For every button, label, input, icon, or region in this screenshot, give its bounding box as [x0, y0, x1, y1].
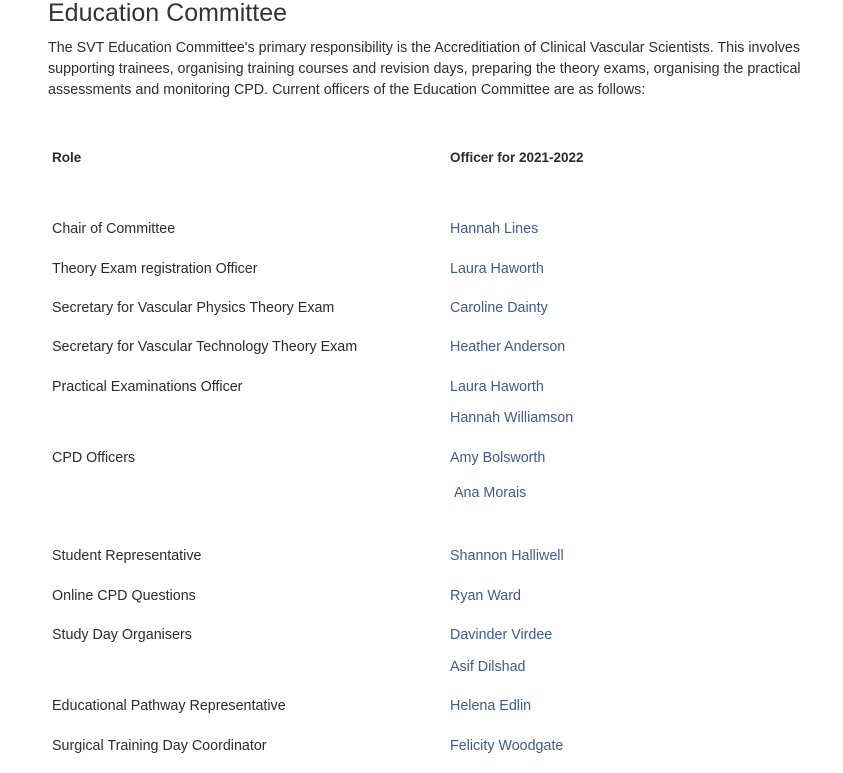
role-theory-registration: Theory Exam registration Officer — [52, 261, 258, 277]
role-study-day: Study Day Organisers — [52, 627, 192, 643]
page-title: Education Committee — [48, 0, 288, 27]
role-online-cpd: Online CPD Questions — [52, 588, 196, 604]
officer-link[interactable]: Laura Haworth — [450, 261, 544, 277]
officer-link[interactable]: Helena Edlin — [450, 698, 532, 714]
role-cpd-officers: CPD Officers — [52, 450, 136, 466]
intro-paragraph: The SVT Education Committee's primary responsibility is the Accreditiation of Clinical Vascular Scientists. This involves supporting trainees, organising training courses and revision days, preparing the theory exams, organising the practical assessments and monitoring CPD. Current officers of the Education Committee are as follows: — [48, 40, 801, 98]
role-chair: Chair of Committee — [52, 221, 176, 237]
officer-link[interactable]: Laura Haworth — [450, 379, 544, 395]
officer-link[interactable]: Amy Bolsworth — [450, 450, 546, 466]
officer-link[interactable]: Hannah Lines — [450, 221, 539, 237]
role-practical-exams: Practical Examinations Officer — [52, 379, 243, 395]
role-column-header: Role — [52, 150, 82, 165]
officer-link[interactable]: Ryan Ward — [450, 588, 521, 604]
officer-link[interactable]: Caroline Dainty — [450, 300, 548, 316]
officer-column-header: Officer for 2021-2022 — [450, 150, 584, 165]
role-surgical-training: Surgical Training Day Coordinator — [52, 738, 267, 754]
role-technology-secretary: Secretary for Vascular Technology Theory Exam — [52, 339, 358, 355]
role-physics-secretary: Secretary for Vascular Physics Theory Exam — [52, 300, 335, 316]
officer-link[interactable]: Heather Anderson — [450, 339, 566, 355]
officer-link[interactable]: Ana Morais — [454, 485, 527, 501]
officer-link[interactable]: Shannon Halliwell — [450, 548, 564, 564]
officer-link[interactable]: Davinder Virdee — [450, 627, 553, 643]
role-educational-pathway: Educational Pathway Representative — [52, 698, 286, 714]
role-student-rep: Student Representative — [52, 548, 202, 564]
officer-link[interactable]: Felicity Woodgate — [450, 738, 564, 754]
officer-link[interactable]: Asif Dilshad — [450, 659, 526, 675]
officer-link[interactable]: Hannah Williamson — [450, 410, 574, 426]
